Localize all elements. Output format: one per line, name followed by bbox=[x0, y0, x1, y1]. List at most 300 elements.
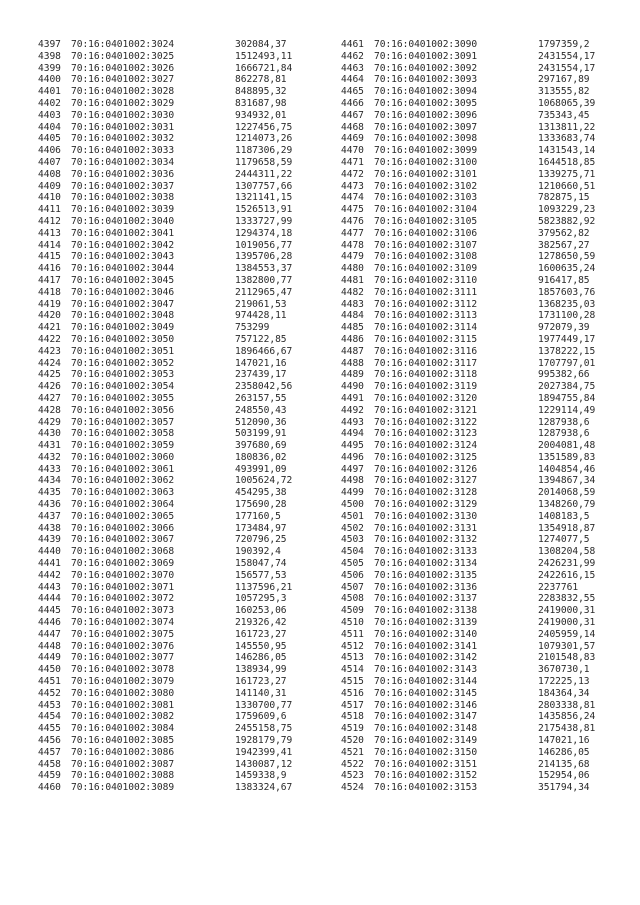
table-row bbox=[38, 322, 325, 334]
table-row bbox=[341, 369, 628, 381]
cadastral-value: 2358042,56 bbox=[235, 381, 293, 393]
cadastral-value: 1383324,67 bbox=[235, 782, 293, 794]
row-number: 4514 bbox=[341, 664, 364, 676]
cadastral-value: 172225,13 bbox=[538, 676, 590, 688]
cadastral-number: 70:16:0401002:3105 bbox=[374, 215, 478, 227]
row-number: 4425 bbox=[38, 369, 61, 381]
cadastral-value: 735343,45 bbox=[538, 109, 590, 121]
cadastral-number: 70:16:0401002:3048 bbox=[71, 310, 175, 322]
table-row bbox=[341, 499, 628, 511]
table-row bbox=[341, 452, 628, 464]
cadastral-number: 70:16:0401002:3093 bbox=[374, 74, 478, 86]
row-number: 4404 bbox=[38, 121, 61, 133]
cadastral-number: 70:16:0401002:3055 bbox=[71, 392, 175, 404]
cadastral-value: 1330700,77 bbox=[235, 699, 293, 711]
cadastral-value: 297167,89 bbox=[538, 74, 590, 86]
cadastral-value: 916417,85 bbox=[538, 274, 590, 286]
cadastral-value: 1408183,5 bbox=[538, 510, 590, 522]
row-number: 4508 bbox=[341, 593, 364, 605]
cadastral-number: 70:16:0401002:3102 bbox=[374, 180, 478, 192]
cadastral-number: 70:16:0401002:3140 bbox=[374, 628, 478, 640]
cadastral-value: 2444311,22 bbox=[235, 168, 293, 180]
row-number: 4421 bbox=[38, 322, 61, 334]
table-row bbox=[341, 405, 628, 417]
cadastral-value: 2405959,14 bbox=[538, 628, 596, 640]
table-row bbox=[38, 310, 325, 322]
cadastral-value: 379562,82 bbox=[538, 227, 590, 239]
cadastral-number: 70:16:0401002:3065 bbox=[71, 510, 175, 522]
row-number: 4399 bbox=[38, 62, 61, 74]
table-row bbox=[341, 546, 628, 558]
cadastral-number: 70:16:0401002:3111 bbox=[374, 286, 478, 298]
cadastral-number: 70:16:0401002:3125 bbox=[374, 451, 478, 463]
table-row bbox=[38, 428, 325, 440]
table-row bbox=[38, 735, 325, 747]
row-number: 4484 bbox=[341, 310, 364, 322]
table-row bbox=[341, 747, 628, 759]
cadastral-value: 1313811,22 bbox=[538, 121, 596, 133]
cadastral-number: 70:16:0401002:3040 bbox=[71, 215, 175, 227]
cadastral-number: 70:16:0401002:3133 bbox=[374, 546, 478, 558]
table-row bbox=[341, 98, 628, 110]
cadastral-number: 70:16:0401002:3091 bbox=[374, 50, 478, 62]
cadastral-value: 237439,17 bbox=[235, 369, 287, 381]
row-number: 4482 bbox=[341, 286, 364, 298]
cadastral-value: 2283832,55 bbox=[538, 593, 596, 605]
cadastral-value: 2431554,17 bbox=[538, 50, 596, 62]
cadastral-value: 454295,38 bbox=[235, 487, 287, 499]
cadastral-number: 70:16:0401002:3142 bbox=[374, 652, 478, 664]
cadastral-value: 1348260,79 bbox=[538, 499, 596, 511]
cadastral-number: 70:16:0401002:3075 bbox=[71, 628, 175, 640]
cadastral-value: 1797359,2 bbox=[538, 39, 590, 50]
cadastral-number: 70:16:0401002:3096 bbox=[374, 109, 478, 121]
cadastral-number: 70:16:0401002:3054 bbox=[71, 381, 175, 393]
row-number: 4517 bbox=[341, 699, 364, 711]
cadastral-number: 70:16:0401002:3025 bbox=[71, 50, 175, 62]
row-number: 4470 bbox=[341, 145, 364, 157]
cadastral-number: 70:16:0401002:3027 bbox=[71, 74, 175, 86]
cadastral-number: 70:16:0401002:3049 bbox=[71, 322, 175, 334]
cadastral-value: 1187306,29 bbox=[235, 145, 293, 157]
row-number: 4494 bbox=[341, 428, 364, 440]
row-number: 4466 bbox=[341, 97, 364, 109]
row-number: 4515 bbox=[341, 676, 364, 688]
cadastral-value: 934932,01 bbox=[235, 109, 287, 121]
row-number: 4449 bbox=[38, 652, 61, 664]
cadastral-value: 1384553,37 bbox=[235, 263, 293, 275]
cadastral-value: 1079301,57 bbox=[538, 640, 596, 652]
table-row bbox=[341, 475, 628, 487]
row-number: 4477 bbox=[341, 227, 364, 239]
row-number: 4413 bbox=[38, 227, 61, 239]
row-number: 4417 bbox=[38, 274, 61, 286]
cadastral-value: 782875,15 bbox=[538, 192, 590, 204]
cadastral-value: 248550,43 bbox=[235, 404, 287, 416]
row-number: 4495 bbox=[341, 440, 364, 452]
cadastral-value: 1368235,03 bbox=[538, 298, 596, 310]
cadastral-value: 1354918,87 bbox=[538, 522, 596, 534]
table-row bbox=[341, 582, 628, 594]
cadastral-value: 1308204,58 bbox=[538, 546, 596, 558]
row-number: 4408 bbox=[38, 168, 61, 180]
cadastral-value: 831687,98 bbox=[235, 97, 287, 109]
cadastral-value: 2455158,75 bbox=[235, 723, 293, 735]
cadastral-number: 70:16:0401002:3058 bbox=[71, 428, 175, 440]
cadastral-value: 1928179,79 bbox=[235, 735, 293, 747]
cadastral-number: 70:16:0401002:3092 bbox=[374, 62, 478, 74]
cadastral-value: 184364,34 bbox=[538, 687, 590, 699]
table-row bbox=[38, 157, 325, 169]
cadastral-number: 70:16:0401002:3053 bbox=[71, 369, 175, 381]
cadastral-number: 70:16:0401002:3036 bbox=[71, 168, 175, 180]
cadastral-value: 2027384,75 bbox=[538, 381, 596, 393]
row-number: 4455 bbox=[38, 723, 61, 735]
cadastral-number: 70:16:0401002:3112 bbox=[374, 298, 478, 310]
table-row bbox=[341, 770, 628, 782]
table-row bbox=[341, 570, 628, 582]
row-number: 4471 bbox=[341, 156, 364, 168]
cadastral-value: 1430087,12 bbox=[235, 758, 293, 770]
table-row bbox=[38, 570, 325, 582]
table-row bbox=[341, 169, 628, 181]
table-row bbox=[341, 299, 628, 311]
table-row bbox=[341, 629, 628, 641]
table-row bbox=[38, 546, 325, 558]
row-number: 4439 bbox=[38, 534, 61, 546]
cadastral-value: 1512493,11 bbox=[235, 50, 293, 62]
table-row bbox=[38, 39, 325, 51]
table-row bbox=[38, 263, 325, 275]
row-number: 4467 bbox=[341, 109, 364, 121]
cadastral-value: 2431554,17 bbox=[538, 62, 596, 74]
row-number: 4474 bbox=[341, 192, 364, 204]
cadastral-value: 138934,99 bbox=[235, 664, 287, 676]
cadastral-value: 1307757,66 bbox=[235, 180, 293, 192]
table-row bbox=[38, 369, 325, 381]
cadastral-value: 158047,74 bbox=[235, 558, 287, 570]
cadastral-number: 70:16:0401002:3079 bbox=[71, 676, 175, 688]
cadastral-value: 1435856,24 bbox=[538, 711, 596, 723]
cadastral-value: 177160,5 bbox=[235, 510, 281, 522]
cadastral-value: 1333727,99 bbox=[235, 215, 293, 227]
table-row bbox=[38, 133, 325, 145]
table-row bbox=[38, 676, 325, 688]
table-row bbox=[341, 605, 628, 617]
cadastral-value: 2803338,81 bbox=[538, 699, 596, 711]
row-number: 4440 bbox=[38, 546, 61, 558]
row-number: 4447 bbox=[38, 628, 61, 640]
cadastral-number: 70:16:0401002:3108 bbox=[374, 251, 478, 263]
cadastral-value: 313555,82 bbox=[538, 86, 590, 98]
row-number: 4509 bbox=[341, 605, 364, 617]
row-number: 4441 bbox=[38, 558, 61, 570]
table-row bbox=[341, 204, 628, 216]
table-row bbox=[341, 688, 628, 700]
table-row bbox=[341, 263, 628, 275]
row-number: 4405 bbox=[38, 133, 61, 145]
row-number: 4438 bbox=[38, 522, 61, 534]
cadastral-value: 1382800,77 bbox=[235, 274, 293, 286]
cadastral-number: 70:16:0401002:3077 bbox=[71, 652, 175, 664]
cadastral-value: 493991,09 bbox=[235, 463, 287, 475]
table-row bbox=[38, 358, 325, 370]
table-row bbox=[341, 133, 628, 145]
cadastral-value: 263157,55 bbox=[235, 392, 287, 404]
cadastral-value: 753299 bbox=[235, 322, 270, 334]
cadastral-value: 2004081,48 bbox=[538, 440, 596, 452]
cadastral-number: 70:16:0401002:3082 bbox=[71, 711, 175, 723]
cadastral-value: 1896466,67 bbox=[235, 345, 293, 357]
table-row bbox=[341, 593, 628, 605]
cadastral-value: 720796,25 bbox=[235, 534, 287, 546]
table-row bbox=[38, 464, 325, 476]
cadastral-value: 397680,69 bbox=[235, 440, 287, 452]
row-number: 4463 bbox=[341, 62, 364, 74]
row-number: 4464 bbox=[341, 74, 364, 86]
cadastral-number: 70:16:0401002:3095 bbox=[374, 97, 478, 109]
cadastral-number: 70:16:0401002:3033 bbox=[71, 145, 175, 157]
table-row bbox=[341, 523, 628, 535]
row-number: 4459 bbox=[38, 770, 61, 782]
table-row bbox=[38, 617, 325, 629]
table-row bbox=[341, 723, 628, 735]
cadastral-number: 70:16:0401002:3070 bbox=[71, 569, 175, 581]
cadastral-value: 1278650,59 bbox=[538, 251, 596, 263]
table-row bbox=[38, 523, 325, 535]
cadastral-value: 141140,31 bbox=[235, 687, 287, 699]
table-row bbox=[38, 664, 325, 676]
table-row bbox=[38, 700, 325, 712]
row-number: 4461 bbox=[341, 39, 364, 50]
table-row bbox=[38, 487, 325, 499]
table-row bbox=[38, 770, 325, 782]
cadastral-number: 70:16:0401002:3061 bbox=[71, 463, 175, 475]
cadastral-value: 152954,06 bbox=[538, 770, 590, 782]
table-row bbox=[341, 417, 628, 429]
row-number: 4400 bbox=[38, 74, 61, 86]
cadastral-value: 1666721,84 bbox=[235, 62, 293, 74]
table-row bbox=[341, 110, 628, 122]
cadastral-value: 146286,05 bbox=[235, 652, 287, 664]
table-row bbox=[341, 145, 628, 157]
cadastral-value: 1526513,91 bbox=[235, 204, 293, 216]
row-number: 4468 bbox=[341, 121, 364, 133]
cadastral-value: 1707797,01 bbox=[538, 357, 596, 369]
row-number: 4456 bbox=[38, 735, 61, 747]
table-row bbox=[341, 428, 628, 440]
row-number: 4519 bbox=[341, 723, 364, 735]
row-number: 4422 bbox=[38, 333, 61, 345]
row-number: 4406 bbox=[38, 145, 61, 157]
cadastral-number: 70:16:0401002:3130 bbox=[374, 510, 478, 522]
table-row bbox=[38, 475, 325, 487]
cadastral-number: 70:16:0401002:3066 bbox=[71, 522, 175, 534]
row-number: 4419 bbox=[38, 298, 61, 310]
table-row bbox=[341, 122, 628, 134]
table-row bbox=[341, 240, 628, 252]
row-number: 4472 bbox=[341, 168, 364, 180]
table-row bbox=[38, 145, 325, 157]
row-number: 4489 bbox=[341, 369, 364, 381]
table-row bbox=[38, 228, 325, 240]
cadastral-value: 1459338,9 bbox=[235, 770, 287, 782]
cadastral-value: 160253,06 bbox=[235, 605, 287, 617]
left-column bbox=[38, 39, 325, 794]
cadastral-value: 382567,27 bbox=[538, 239, 590, 251]
cadastral-value: 1857603,76 bbox=[538, 286, 596, 298]
cadastral-value: 2422616,15 bbox=[538, 569, 596, 581]
cadastral-number: 70:16:0401002:3043 bbox=[71, 251, 175, 263]
row-number: 4510 bbox=[341, 617, 364, 629]
table-row bbox=[341, 216, 628, 228]
table-row bbox=[341, 676, 628, 688]
row-number: 4428 bbox=[38, 404, 61, 416]
row-number: 4475 bbox=[341, 204, 364, 216]
row-number: 4505 bbox=[341, 558, 364, 570]
row-number: 4451 bbox=[38, 676, 61, 688]
table-row bbox=[38, 63, 325, 75]
table-row bbox=[38, 782, 325, 794]
cadastral-number: 70:16:0401002:3062 bbox=[71, 475, 175, 487]
row-number: 4511 bbox=[341, 628, 364, 640]
table-row bbox=[38, 582, 325, 594]
table-row bbox=[341, 511, 628, 523]
table-row bbox=[341, 393, 628, 405]
cadastral-number: 70:16:0401002:3098 bbox=[374, 133, 478, 145]
cadastral-value: 995382,66 bbox=[538, 369, 590, 381]
row-number: 4435 bbox=[38, 487, 61, 499]
cadastral-value: 219326,42 bbox=[235, 617, 287, 629]
table-row bbox=[341, 652, 628, 664]
table-row bbox=[38, 122, 325, 134]
cadastral-value: 1057295,3 bbox=[235, 593, 287, 605]
cadastral-number: 70:16:0401002:3114 bbox=[374, 322, 478, 334]
table-row bbox=[38, 641, 325, 653]
cadastral-number: 70:16:0401002:3072 bbox=[71, 593, 175, 605]
row-number: 4487 bbox=[341, 345, 364, 357]
cadastral-number: 70:16:0401002:3090 bbox=[374, 39, 478, 50]
cadastral-number: 70:16:0401002:3120 bbox=[374, 392, 478, 404]
cadastral-value: 1287938,6 bbox=[538, 428, 590, 440]
row-number: 4409 bbox=[38, 180, 61, 192]
table-row bbox=[341, 782, 628, 794]
cadastral-number: 70:16:0401002:3024 bbox=[71, 39, 175, 50]
cadastral-number: 70:16:0401002:3137 bbox=[374, 593, 478, 605]
cadastral-number: 70:16:0401002:3109 bbox=[374, 263, 478, 275]
cadastral-number: 70:16:0401002:3069 bbox=[71, 558, 175, 570]
row-number: 4476 bbox=[341, 215, 364, 227]
cadastral-number: 70:16:0401002:3136 bbox=[374, 581, 478, 593]
table-row bbox=[341, 228, 628, 240]
row-number: 4407 bbox=[38, 156, 61, 168]
table-row bbox=[341, 86, 628, 98]
table-row bbox=[341, 287, 628, 299]
cadastral-value: 2112965,47 bbox=[235, 286, 293, 298]
row-number: 4434 bbox=[38, 475, 61, 487]
table-row bbox=[341, 39, 628, 51]
table-row bbox=[38, 74, 325, 86]
table-row bbox=[341, 322, 628, 334]
cadastral-number: 70:16:0401002:3139 bbox=[374, 617, 478, 629]
row-number: 4420 bbox=[38, 310, 61, 322]
cadastral-value: 1229114,49 bbox=[538, 404, 596, 416]
cadastral-value: 145550,95 bbox=[235, 640, 287, 652]
row-number: 4522 bbox=[341, 758, 364, 770]
cadastral-number: 70:16:0401002:3126 bbox=[374, 463, 478, 475]
cadastral-number: 70:16:0401002:3107 bbox=[374, 239, 478, 251]
row-number: 4490 bbox=[341, 381, 364, 393]
row-number: 4416 bbox=[38, 263, 61, 275]
row-number: 4424 bbox=[38, 357, 61, 369]
table-row bbox=[341, 275, 628, 287]
cadastral-value: 1179658,59 bbox=[235, 156, 293, 168]
table-row bbox=[38, 381, 325, 393]
row-number: 4481 bbox=[341, 274, 364, 286]
row-number: 4401 bbox=[38, 86, 61, 98]
table-row bbox=[38, 216, 325, 228]
table-row bbox=[38, 251, 325, 263]
row-number: 4397 bbox=[38, 39, 61, 50]
cadastral-value: 214135,68 bbox=[538, 758, 590, 770]
table-row bbox=[341, 346, 628, 358]
row-number: 4431 bbox=[38, 440, 61, 452]
cadastral-number: 70:16:0401002:3086 bbox=[71, 746, 175, 758]
cadastral-number: 70:16:0401002:3116 bbox=[374, 345, 478, 357]
table-row bbox=[341, 759, 628, 771]
cadastral-value: 1351589,83 bbox=[538, 451, 596, 463]
cadastral-number: 70:16:0401002:3028 bbox=[71, 86, 175, 98]
row-number: 4473 bbox=[341, 180, 364, 192]
table-row bbox=[341, 487, 628, 499]
row-number: 4506 bbox=[341, 569, 364, 581]
table-row bbox=[38, 181, 325, 193]
row-number: 4504 bbox=[341, 546, 364, 558]
cadastral-value: 1339275,71 bbox=[538, 168, 596, 180]
table-row bbox=[341, 641, 628, 653]
table-row bbox=[38, 711, 325, 723]
cadastral-number: 70:16:0401002:3078 bbox=[71, 664, 175, 676]
cadastral-number: 70:16:0401002:3032 bbox=[71, 133, 175, 145]
row-number: 4518 bbox=[341, 711, 364, 723]
cadastral-number: 70:16:0401002:3030 bbox=[71, 109, 175, 121]
table-row bbox=[38, 723, 325, 735]
cadastral-value: 1210660,51 bbox=[538, 180, 596, 192]
cadastral-number: 70:16:0401002:3046 bbox=[71, 286, 175, 298]
row-number: 4403 bbox=[38, 109, 61, 121]
table-row bbox=[341, 63, 628, 75]
cadastral-number: 70:16:0401002:3047 bbox=[71, 298, 175, 310]
row-number: 4483 bbox=[341, 298, 364, 310]
row-number: 4402 bbox=[38, 97, 61, 109]
table-row bbox=[38, 169, 325, 181]
table-row bbox=[38, 511, 325, 523]
row-number: 4486 bbox=[341, 333, 364, 345]
row-number: 4478 bbox=[341, 239, 364, 251]
table-row bbox=[38, 593, 325, 605]
cadastral-value: 1005624,72 bbox=[235, 475, 293, 487]
cadastral-value: 351794,34 bbox=[538, 782, 590, 794]
cadastral-number: 70:16:0401002:3123 bbox=[374, 428, 478, 440]
row-number: 4444 bbox=[38, 593, 61, 605]
cadastral-number: 70:16:0401002:3088 bbox=[71, 770, 175, 782]
row-number: 4446 bbox=[38, 617, 61, 629]
cadastral-value: 1019056,77 bbox=[235, 239, 293, 251]
cadastral-number: 70:16:0401002:3124 bbox=[374, 440, 478, 452]
table-row bbox=[38, 287, 325, 299]
row-number: 4496 bbox=[341, 451, 364, 463]
cadastral-number: 70:16:0401002:3131 bbox=[374, 522, 478, 534]
